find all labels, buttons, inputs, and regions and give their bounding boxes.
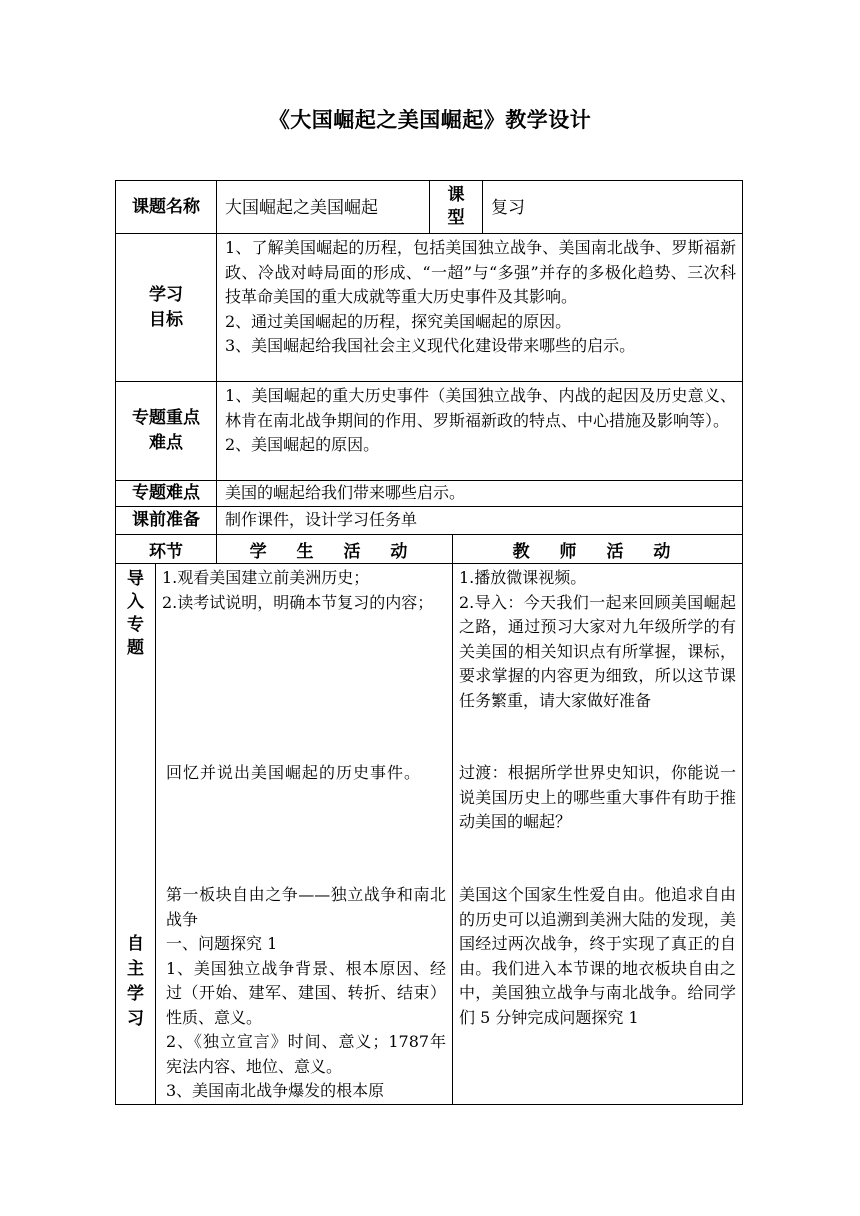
key-points-label: 专题重点 难点 xyxy=(116,382,217,481)
stage-self-study-label: 自 主 学 习 xyxy=(127,934,144,1029)
teacher-header-text: 教 师 活 动 xyxy=(512,541,683,562)
student-activity-item: 第一板块自由之争——独立战争和南北战争 xyxy=(166,885,446,929)
student-activity-item: 一、问题探究 1 xyxy=(166,934,278,953)
key-point-item: 2、美国崛起的原因。 xyxy=(225,435,380,454)
student-activity-column xyxy=(156,564,453,1104)
goal-item: 3、美国崛起给我国社会主义现代化建设带来哪些的启示。 xyxy=(225,336,636,355)
teacher-block-section1 xyxy=(453,881,742,1030)
student-block-recall xyxy=(156,759,452,786)
student-activity-item: 1.观看美国建立前美洲历史； xyxy=(162,568,370,587)
student-header-text: 学 生 活 动 xyxy=(249,541,420,562)
type-label: 课 型 xyxy=(430,181,483,234)
teacher-activity-item: 2.导入：今天我们一起来回顾美国崛起之路，通过预习大家对九年级所学的有关美国的相关知识点有所掌握，课标，要求掌握的内容更为细致，所以这节课任务繁重，请大家做好准备 xyxy=(459,592,736,710)
key-points-content xyxy=(217,382,742,481)
teacher-activity-item: 1.播放微课视频。 xyxy=(459,568,587,587)
document-title: 《大国崛起之美国崛起》教学设计 xyxy=(268,108,592,132)
topic-label: 课题名称 xyxy=(116,181,217,234)
teacher-activity-item: 过渡：根据所学世界史知识，你能说一说美国历史上的哪些重大事件有助于推动美国的崛起？ xyxy=(459,763,736,831)
student-activity-item: 2.读考试说明，明确本节复习的内容； xyxy=(162,592,434,612)
stage-column-header: 环节 xyxy=(116,535,217,564)
teacher-activity-column xyxy=(453,564,742,1104)
goals-content xyxy=(217,234,742,382)
goal-item: 2、通过美国崛起的历程，探究美国崛起的原因。 xyxy=(225,311,572,331)
student-column-header xyxy=(217,535,453,564)
stage-column xyxy=(116,564,156,1104)
difficulty-label: 专题难点 xyxy=(116,481,217,507)
student-activity-item: 3、美国南北战争爆发的根本原 xyxy=(166,1081,385,1100)
goals-label: 学习 目标 xyxy=(116,234,217,382)
preparation-label: 课前准备 xyxy=(116,507,217,535)
teacher-block-intro xyxy=(453,564,742,713)
stage-intro-label: 导 入 专 题 xyxy=(127,569,144,658)
teacher-block-transition xyxy=(453,759,742,835)
student-activity-item: 1、美国独立战争背景、根本原因、经过（开始、建军、建国、转折、结束）性质、意义。 xyxy=(166,958,446,1027)
preparation-value: 制作课件，设计学习任务单 xyxy=(217,507,742,535)
teacher-activity-item: 美国这个国家生性爱自由。他追求自由的历史可以追溯到美洲大陆的发现，美国经过两次战争，终于实现了真正的自由。我们进入本节课的地衣板块自由之中，美国独立战争与南北战争。给同学们 5 分钟完成问题探究 1 xyxy=(459,885,736,1027)
student-block-section1 xyxy=(156,881,452,1104)
student-activity-item: 2、《独立宣言》时间、意义；1787年宪法内容、地位、意义。 xyxy=(166,1032,446,1076)
type-value: 复习 xyxy=(483,181,742,234)
lesson-plan-table xyxy=(115,180,743,1105)
student-block-intro xyxy=(156,564,452,615)
teacher-column-header xyxy=(453,535,742,564)
topic-value: 大国崛起之美国崛起 xyxy=(217,181,430,234)
key-point-item: 1、美国崛起的重大历史事件（美国独立战争、内战的起因及历史意义、林肯在南北战争期间的作用、罗斯福新政的特点、中心措施及影响等）。 xyxy=(225,386,736,430)
difficulty-value: 美国的崛起给我们带来哪些启示。 xyxy=(217,481,742,507)
goal-item: 1、了解美国崛起的历程，包括美国独立战争、美国南北战争、罗斯福新政、冷战对峙局面的形成、“一超”与“多强”并存的多极化趋势、三次科技革命美国的重大成就等重大历史事件及其影响。 xyxy=(225,238,736,306)
student-activity-item: 回忆并说出美国崛起的历史事件。 xyxy=(166,763,422,782)
